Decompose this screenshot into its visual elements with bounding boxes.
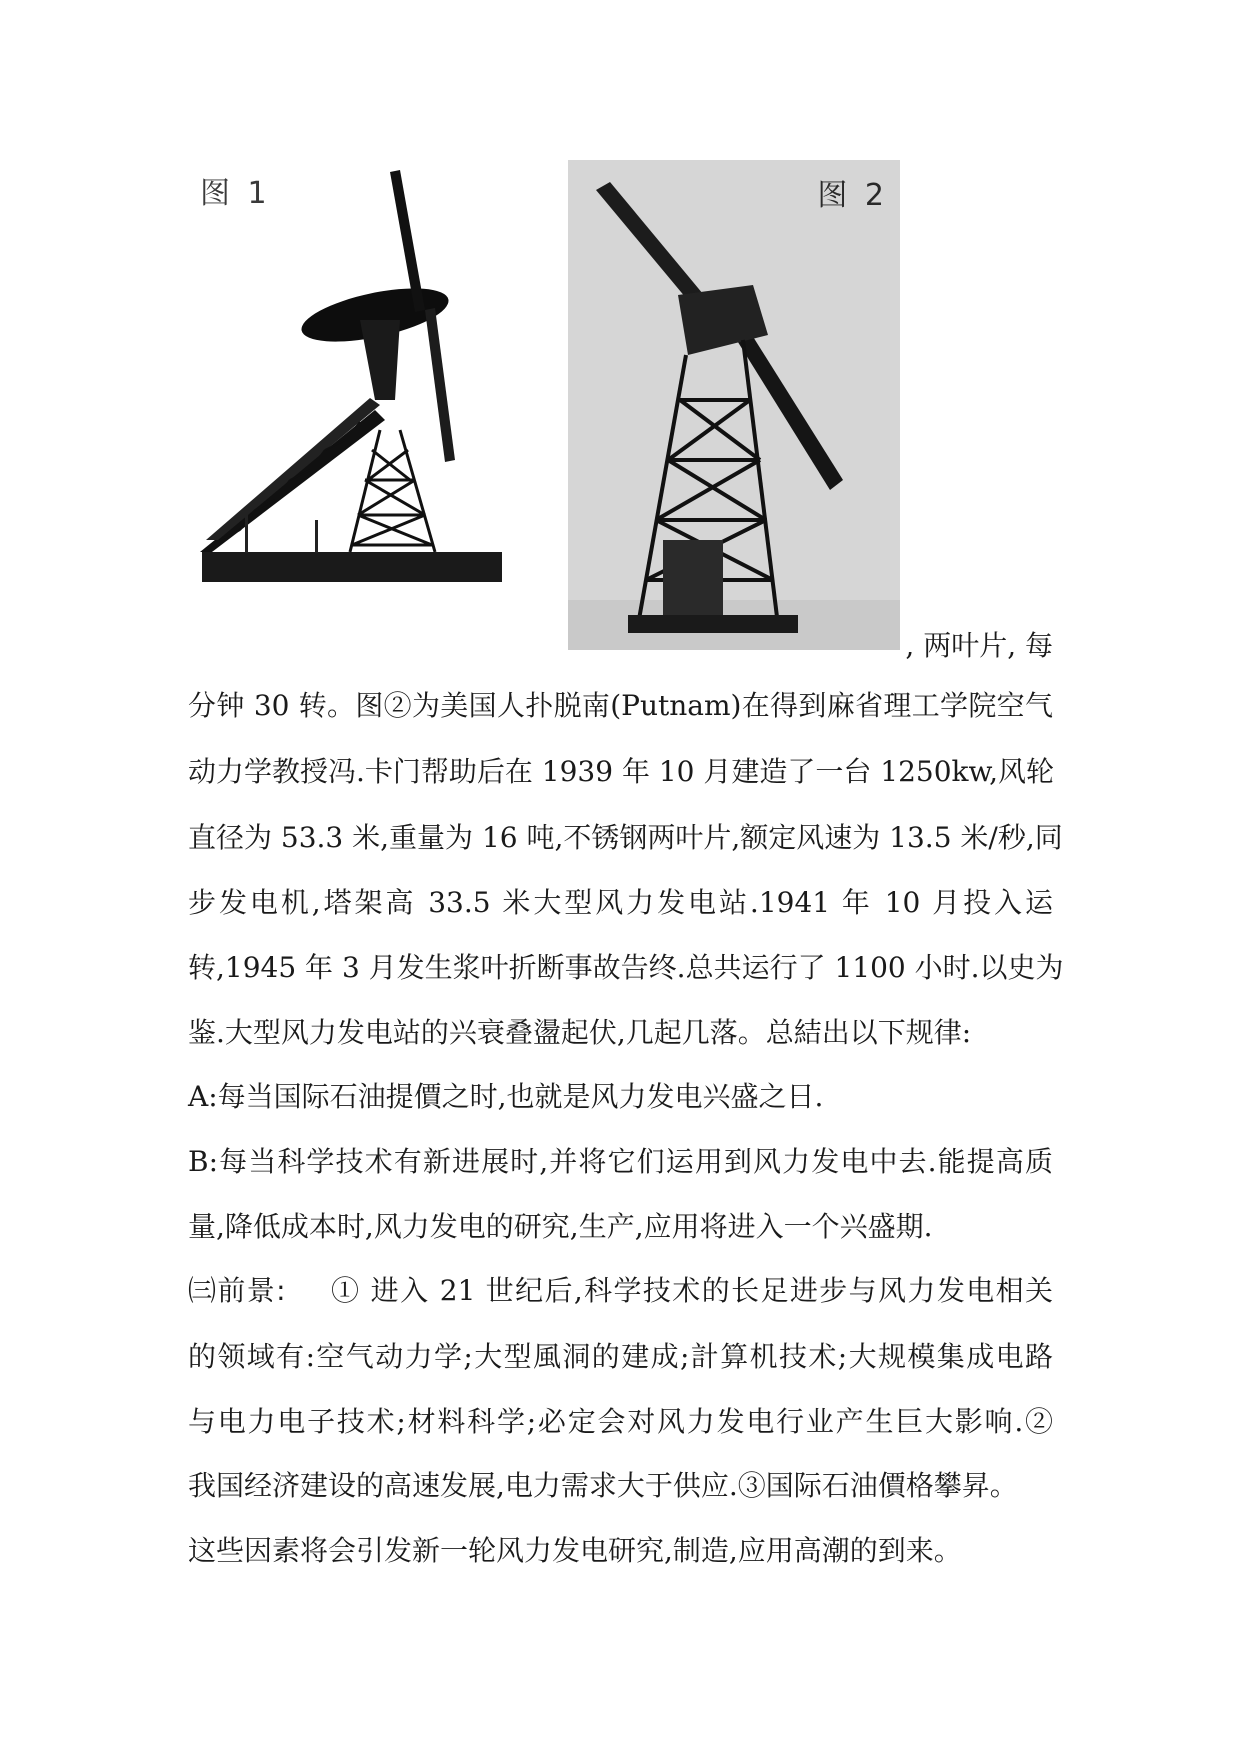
text-line: 这些因素将会引发新一轮风力发电研究,制造,应用高潮的到来。: [188, 1534, 962, 1567]
text-line: 直径为 53.3 米,重量为 16 吨,不锈钢两叶片,额定风速为 13.5 米/秒,同: [188, 821, 1063, 854]
text-line: 量,降低成本时,风力发电的研究,生产,应用将进入一个兴盛期.: [188, 1210, 933, 1243]
text-line: 鉴.大型风力发电站的兴衰叠盪起伏,几起几落。总結出以下规律:: [188, 1016, 972, 1049]
figure-1-label: 图 1: [200, 176, 271, 211]
figure-1-illustration: [200, 160, 520, 650]
prospects-line: [188, 1271, 1053, 1311]
text-line: 我国经济建设的高速发展,电力需求大于供应.③国际石油價格攀昇。: [188, 1469, 1018, 1502]
text-line: 步发电机,塔架高 33.5 米大型风力发电站.1941 年 10 月投入运: [188, 886, 1053, 919]
text-line: , 两叶片, 每: [905, 629, 1053, 662]
figure-2-illustration: [568, 160, 900, 650]
text-line: 与电力电子技术;材料科学;必定会对风力发电行业产生巨大影响.②: [188, 1405, 1053, 1438]
figure-1-wind-turbine-photo: [200, 160, 520, 650]
text-line: 分钟 30 转。图②为美国人扑脱南(Putnam)在得到麻省理工学院空气: [188, 689, 1053, 722]
figure-2-wind-turbine-photo: [568, 160, 900, 650]
text-line: 转,1945 年 3 月发生浆叶折断事故告终.总共运行了 1100 小时.以史为: [188, 951, 1064, 984]
text-line: ① 进入 21 世纪后,科学技术的长足进步与风力发电相关: [329, 1274, 1053, 1307]
text-line: 动力学教授冯.卡门帮助后在 1939 年 10 月建造了一台 1250kw,风轮: [188, 755, 1055, 788]
text-line: 的领域有:空气动力学;大型風洞的建成;計算机技术;大规模集成电路: [188, 1340, 1053, 1373]
text-line: B:每当科学技术有新进展时,并将它们运用到风力发电中去.能提高质: [188, 1145, 1053, 1178]
section-heading-prospects: ㈢前景:: [188, 1274, 286, 1307]
figure-2-label: 图 2: [817, 178, 888, 213]
text-line: A:每当国际石油提價之时,也就是风力发电兴盛之日.: [188, 1080, 824, 1113]
